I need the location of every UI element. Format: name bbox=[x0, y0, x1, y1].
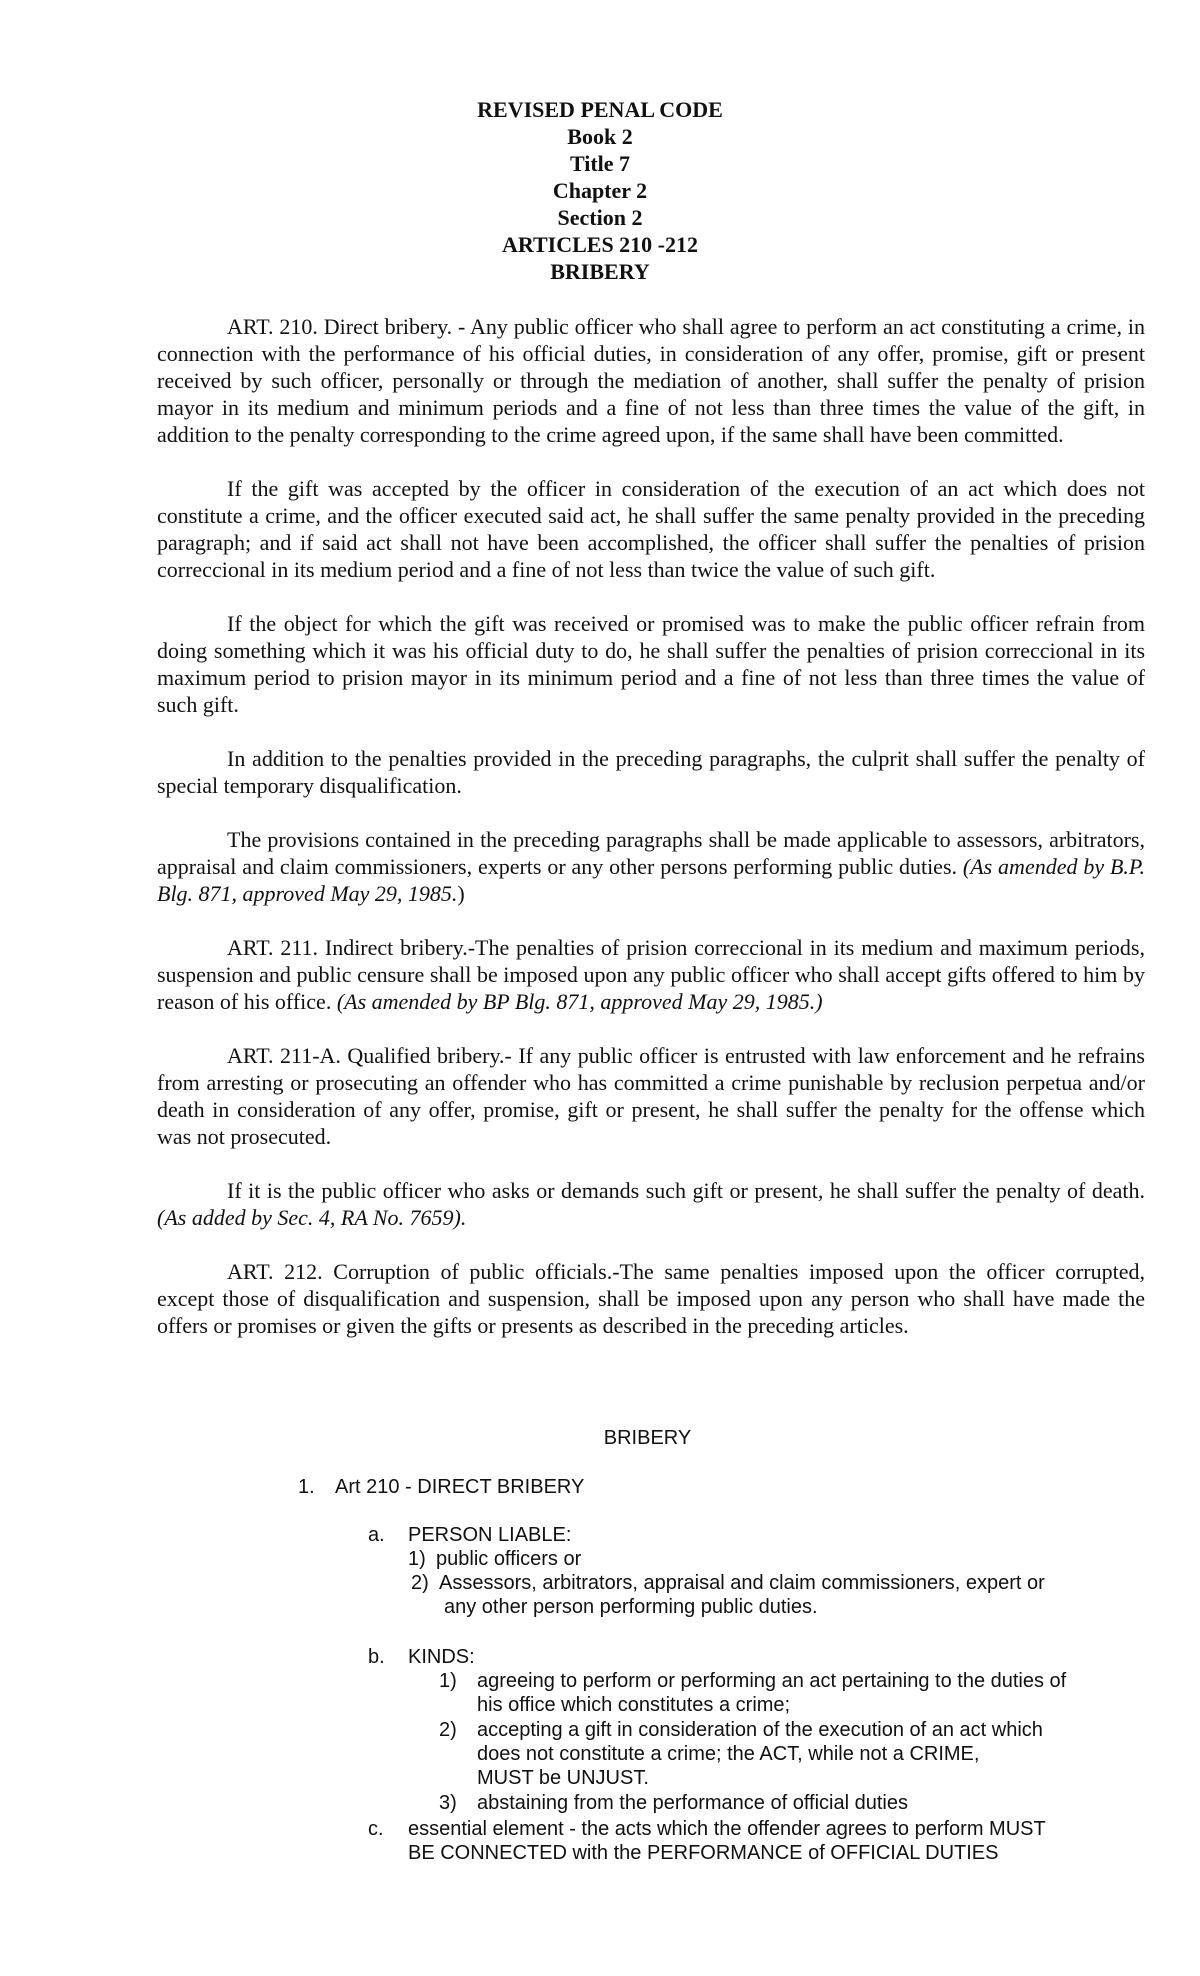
art-211a-paragraph: ART. 211-A. Qualified bribery.- If any public officer is entrusted with law enforcement and he refrains from arresting or prosecuting an offender who has committed a crime punishable by reclusion perpetua and/or death in consideration of any offer, promise, gift or present, he shall suffer the penalty for the offense which was not prosecuted. bbox=[157, 1043, 1145, 1149]
chapter-heading: Chapter 2 bbox=[552, 178, 648, 203]
outline-item-direct-bribery bbox=[298, 1475, 584, 1500]
item-text-continued: his office which constitutes a crime; bbox=[477, 1694, 791, 1716]
document-header bbox=[0, 96, 1200, 285]
title-heading: Title 7 bbox=[569, 151, 631, 176]
item-label: PERSON LIABLE: bbox=[408, 1524, 572, 1546]
item-number: 1. bbox=[298, 1476, 315, 1498]
art-211-paragraph bbox=[157, 934, 1145, 1015]
art-212-paragraph: ART. 212. Corruption of public officials.-The same penalties imposed upon the officer corrupted, except those of disqualification and suspension, shall be imposed upon any person who shall have made the offers or promises or given the gifts or presents as described in the preceding articles. bbox=[157, 1259, 1145, 1338]
amendment-note: (As amended by BP Blg. 871, approved May 29, 1985.) bbox=[336, 989, 823, 1014]
book-heading: Book 2 bbox=[567, 124, 633, 149]
paragraph-text: ART. 211. Indirect bribery.-The penalties of prision correccional in its medium and maximum periods, suspension and public censure shall be imposed upon any public officer who shall accept gifts offered to him by reason of his office. bbox=[157, 935, 1145, 1014]
item-number: 2) bbox=[411, 1572, 429, 1594]
item-text-continued: BE CONNECTED with the PERFORMANCE of OFFICIAL DUTIES bbox=[408, 1842, 999, 1864]
item-text: abstaining from the performance of official duties bbox=[477, 1792, 908, 1814]
item-text: Assessors, arbitrators, appraisal and claim commissioners, expert or bbox=[439, 1572, 1045, 1594]
articles-heading: ARTICLES 210 -212 bbox=[501, 232, 699, 257]
articles-body bbox=[157, 313, 1145, 1339]
closing-paren: ) bbox=[457, 881, 465, 906]
item-letter: c. bbox=[368, 1818, 384, 1840]
item-text: essential element - the acts which the offender agrees to perform MUST bbox=[408, 1818, 1046, 1840]
bribery-outline bbox=[0, 1426, 1200, 1864]
section-heading: Section 2 bbox=[557, 205, 643, 230]
art-210-paragraph-3: If the object for which the gift was received or promised was to make the public officer refrain from doing something which it was his official duty to do, he shall suffer the penalties of prision correccional in its maximum period to prision mayor in its minimum period and a fine of not less than three times the value of such gift. bbox=[157, 611, 1145, 717]
item-text: Art 210 - DIRECT BRIBERY bbox=[335, 1476, 585, 1498]
item-text: public officers or bbox=[436, 1548, 582, 1570]
item-number: 2) bbox=[439, 1719, 457, 1741]
topic-heading: BRIBERY bbox=[550, 259, 650, 284]
item-letter: b. bbox=[368, 1646, 385, 1668]
item-number: 1) bbox=[408, 1548, 426, 1570]
item-text-continued: MUST be UNJUST. bbox=[477, 1767, 649, 1789]
art-210-paragraph-2: If the gift was accepted by the officer in consideration of the execution of an act which does not constitute a crime, and the officer executed said act, he shall suffer the same penalty provided in the preceding paragraph; and if said act shall not have been accomplished, the officer shall suffer the penalties of prision correccional in its medium period and a fine of not less than twice the value of such gift. bbox=[157, 476, 1145, 582]
art-210-paragraph: ART. 210. Direct bribery. - Any public officer who shall agree to perform an act constituting a crime, in connection with the performance of his official duties, in consideration of any offer, promise, gift or present received by such officer, personally or through the mediation of another, shall suffer the penalty of prision mayor in its medium and minimum periods and a fine of not less than three times the value of the gift, in addition to the penalty corresponding to the crime agreed upon, if the same shall have been committed. bbox=[157, 314, 1145, 447]
item-text: agreeing to perform or performing an act pertaining to the duties of bbox=[477, 1670, 1067, 1692]
paragraph-text: The provisions contained in the preceding paragraphs shall be made applicable to assessors, arbitrators, appraisal and claim commissioners, experts or any other persons performing public duties. bbox=[157, 827, 1145, 879]
item-text-continued: any other person performing public duties. bbox=[444, 1596, 818, 1618]
art-210-paragraph-4: In addition to the penalties provided in the preceding paragraphs, the culprit shall suffer the penalty of special temporary disqualification. bbox=[157, 746, 1145, 798]
item-number: 1) bbox=[439, 1670, 457, 1692]
code-title: REVISED PENAL CODE bbox=[477, 97, 723, 122]
item-text: accepting a gift in consideration of the execution of an act which bbox=[477, 1719, 1043, 1741]
item-letter: a. bbox=[368, 1524, 385, 1546]
outline-title: BRIBERY bbox=[603, 1427, 692, 1449]
item-label: KINDS: bbox=[408, 1646, 475, 1668]
item-number: 3) bbox=[439, 1792, 457, 1814]
amendment-note: (As added by Sec. 4, RA No. 7659). bbox=[157, 1205, 467, 1230]
art-211a-paragraph-2 bbox=[157, 1177, 1145, 1231]
paragraph-text: If it is the public officer who asks or demands such gift or present, he shall suffer the penalty of death. bbox=[227, 1178, 1145, 1203]
item-text-continued: does not constitute a crime; the ACT, while not a CRIME, bbox=[477, 1743, 980, 1765]
amendment-note: (As amended by B.P. Blg. 871, approved May 29, 1985. bbox=[157, 854, 1145, 906]
art-210-paragraph-5 bbox=[157, 826, 1145, 907]
